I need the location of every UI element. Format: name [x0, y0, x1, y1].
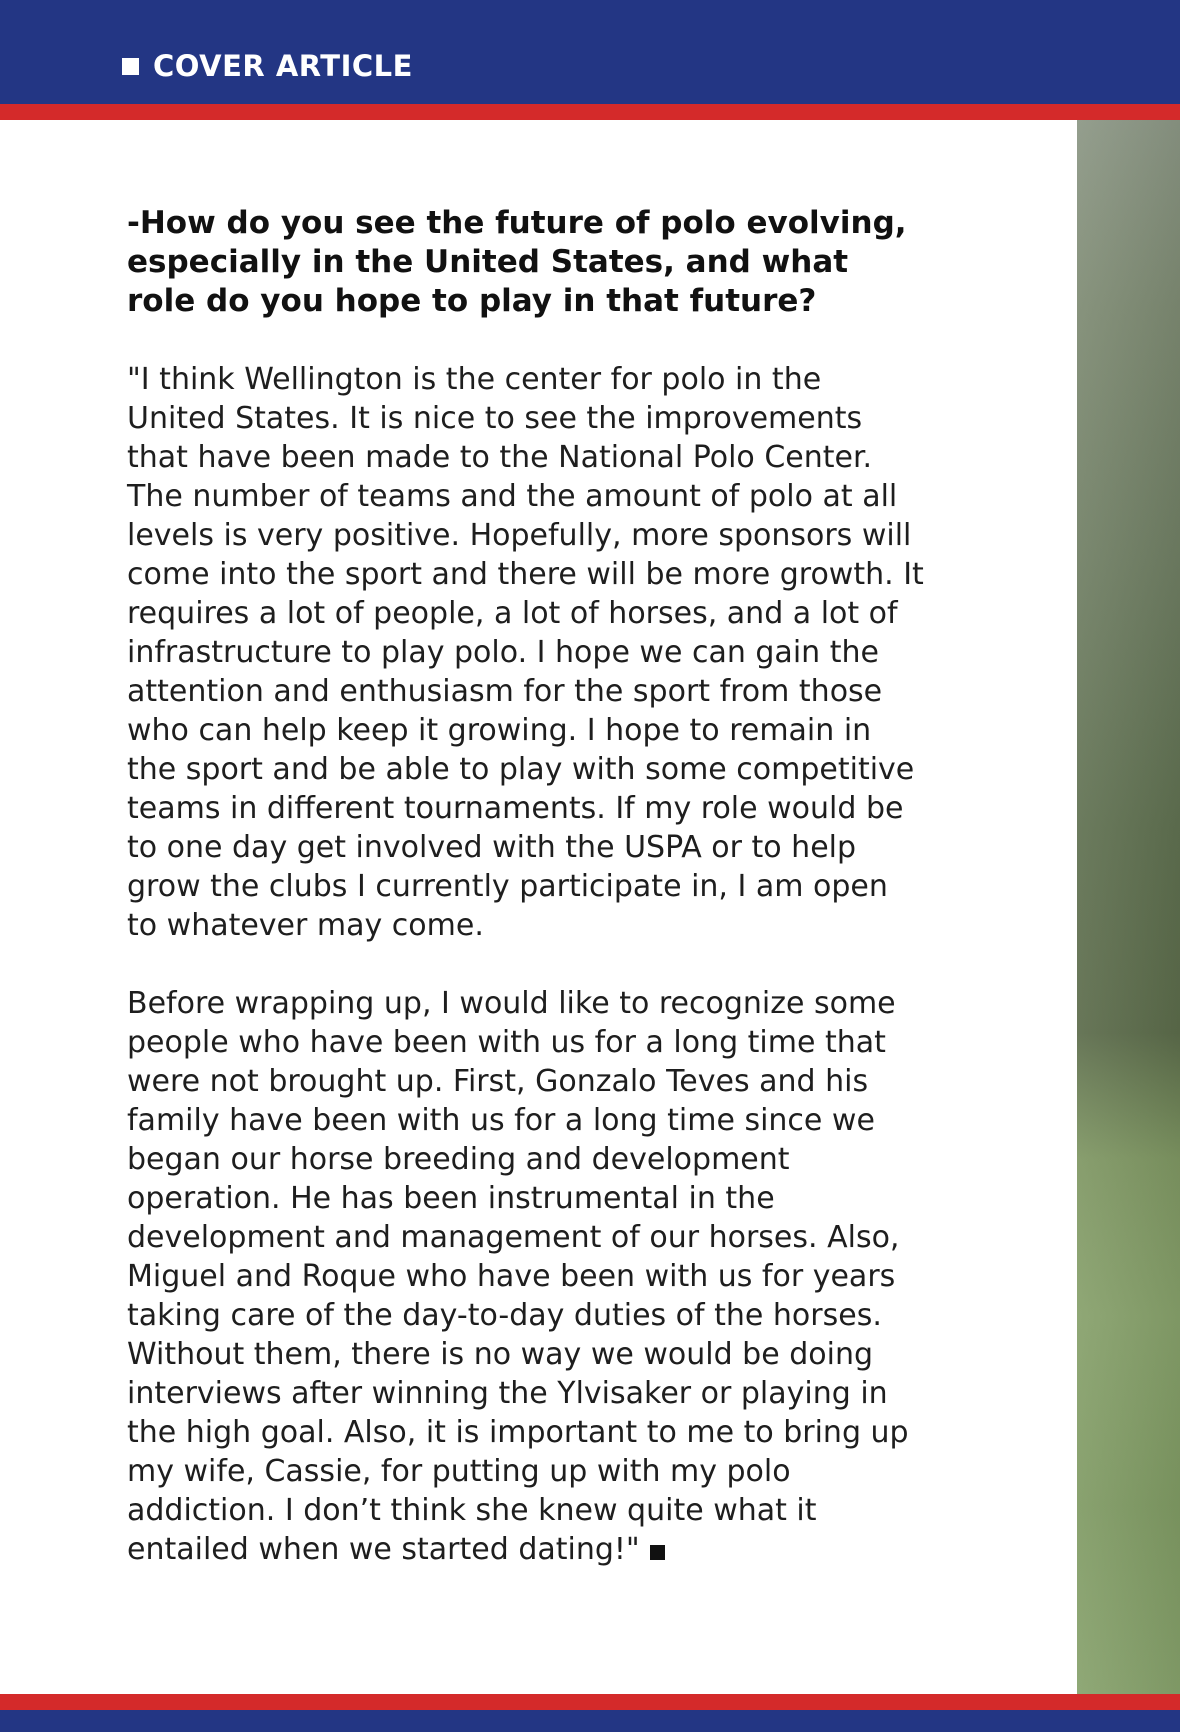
section-label-text: COVER ARTICLE [153, 49, 413, 83]
article-body [127, 204, 927, 1569]
answer-paragraph-2 [127, 984, 927, 1569]
cover-photo-edge [1077, 120, 1180, 1694]
end-square-icon [650, 1545, 665, 1560]
answer-paragraph-1: "I think Wellington is the center for polo in the United States. It is nice to see the improvements that have been made to the National Polo Center. The number of teams and the amount of polo at all levels is very positive. Hopefully, more sponsors will come into the sport and there will be more growth. It requires a lot of people, a lot of horses, and a lot of infrastructure to play polo. I hope we can gain the attention and enthusiasm for the sport from those who can help keep it growing. I hope to remain in the sport and be able to play with some competitive teams in different tournaments. If my role would be to one day get involved with the USPA or to help grow the clubs I currently participate in, I am open to whatever may come. [127, 362, 924, 943]
section-label [122, 46, 413, 86]
footer-red-stripe [0, 1694, 1180, 1710]
header-red-stripe [0, 104, 1180, 120]
interview-question: -How do you see the future of polo evolving, especially in the United States, and what role do you hope to play in that future? [127, 205, 907, 319]
footer-band [0, 1710, 1180, 1732]
square-bullet-icon [122, 58, 139, 75]
answer-paragraph-2-text: Before wrapping up, I would like to recognize some people who have been with us for a long time that were not brought up. First, Gonzalo Teves and his family have been with us for a long time since we began our horse breeding and development operation. He has been instrumental in the development and management of our horses. Also, Miguel and Roque who have been with us for years taking care of the day-to-day duties of the horses. Without them, there is no way we would be doing interviews after winning the Ylvisaker or playing in the high goal. Also, it is important to me to bring up my wife, Cassie, for putting up with my polo addiction. I don’t think she knew quite what it entailed when we started dating!" [127, 986, 909, 1567]
